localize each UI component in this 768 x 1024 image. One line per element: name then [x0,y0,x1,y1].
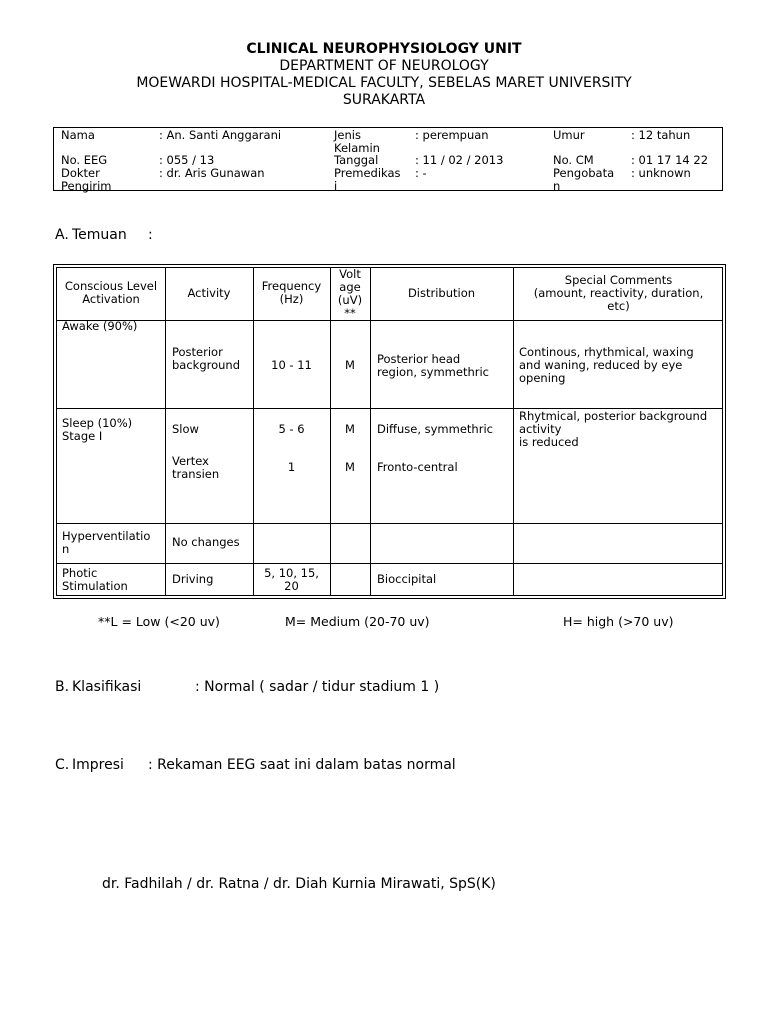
legend-high: H= high (>70 uv) [563,614,674,629]
dokter-label: Dokter [61,166,100,180]
col-divider [165,268,166,595]
header-distribution: Distribution [407,286,476,300]
col-divider [370,268,371,595]
cm-label: No. CM [553,153,594,167]
section-b-label: Klasifikasi [72,679,142,695]
section-c-label: Impresi [72,757,124,773]
signature-line: dr. Fadhilah / dr. Ratna / dr. Diah Kurnia Mirawati, SpS(K) [102,876,496,892]
col-divider [513,268,514,595]
awake-activity: Posterior background [172,345,241,372]
awake-comment: Continous, rhythmical, waxing and waning, reduced by eye opening [519,345,694,385]
pengobatan-label-cont: n [553,179,561,193]
premedikasi-label: Premedikas [334,166,401,180]
legend-low: **L = Low (<20 uv) [98,614,220,629]
kelamin-label: Kelamin [334,141,380,155]
hospital-title: MOEWARDI HOSPITAL-MEDICAL FACULTY, SEBELAS MARET UNIVERSITY [136,75,632,91]
sleep-voltage-slow: M [345,422,355,436]
premedikasi-value: : - [415,166,427,180]
patient-info-box [53,127,723,191]
awake-level: Awake (90%) [62,319,138,333]
dokter-value: : dr. Aris Gunawan [159,166,265,180]
row-divider [57,320,722,321]
section-c-value: : Rekaman EEG saat ini dalam batas normal [148,757,456,773]
findings-table [53,264,726,599]
premedikasi-label-cont: i [334,179,338,193]
jenis-value: : perempuan [415,128,489,142]
report-header [0,41,768,109]
photic-level: Photic Stimulation [62,566,128,593]
nama-label: Nama [61,128,95,142]
jenis-label: Jenis [334,128,361,142]
sleep-distribution-slow: Diffuse, symmethric [377,422,493,436]
cm-value: : 01 17 14 22 [631,153,709,167]
eeg-value: : 055 / 13 [159,153,215,167]
tanggal-label: Tanggal [334,153,379,167]
section-b-value: : Normal ( sadar / tidur stadium 1 ) [195,679,440,695]
section-a-letter: A. [55,227,69,243]
header-frequency: Frequency (Hz) [261,279,322,306]
eeg-label: No. EEG [61,153,108,167]
header-conscious-level: Conscious Level Activation [64,279,158,306]
sleep-distribution-vertex: Fronto-central [377,460,458,474]
nama-value: : An. Santi Anggarani [159,128,282,142]
photic-frequency: 5, 10, 15, 20 [264,566,319,593]
sleep-voltage-vertex: M [345,460,355,474]
umur-label: Umur [553,128,585,142]
hyperventilation-activity: No changes [172,535,240,549]
tanggal-value: : 11 / 02 / 2013 [415,153,504,167]
pengobatan-value: : unknown [631,166,691,180]
hyperventilation-level: Hyperventilatio n [62,529,151,556]
section-a-label: Temuan [72,227,127,243]
awake-voltage: M [345,358,355,372]
awake-distribution: Posterior head region, symmethric [377,352,490,379]
header-activity: Activity [187,286,231,300]
row-divider [57,563,722,564]
section-b-letter: B. [55,679,70,695]
sleep-activity-vertex: Vertex transien [172,454,220,481]
city-title: SURAKARTA [342,92,426,108]
section-a-colon: : [148,227,153,243]
photic-distribution: Bioccipital [377,572,437,586]
legend-medium: M= Medium (20-70 uv) [285,614,430,629]
findings-table-inner [56,267,723,596]
section-c-letter: C. [55,757,70,773]
unit-title: CLINICAL NEUROPHYSIOLOGY UNIT [246,41,522,57]
department-title: DEPARTMENT OF NEUROLOGY [279,58,489,74]
row-divider [57,523,722,524]
sleep-frequency-vertex: 1 [287,460,296,474]
photic-activity: Driving [172,572,214,586]
pengirim-label: Pengirim [61,179,112,193]
umur-value: : 12 tahun [631,128,691,142]
sleep-level: Sleep (10%) Stage I [62,416,133,443]
sleep-activity-slow: Slow [172,422,199,436]
pengobatan-label: Pengobata [553,166,615,180]
header-special-comments: Special Comments (amount, reactivity, duration, etc) [533,273,704,313]
awake-frequency: 10 - 11 [271,358,312,372]
header-voltage: Volt age (uV) ** [337,267,363,320]
sleep-frequency-slow: 5 - 6 [278,422,305,436]
sleep-comment: Rhytmical, posterior background activity is reduced [519,409,708,449]
